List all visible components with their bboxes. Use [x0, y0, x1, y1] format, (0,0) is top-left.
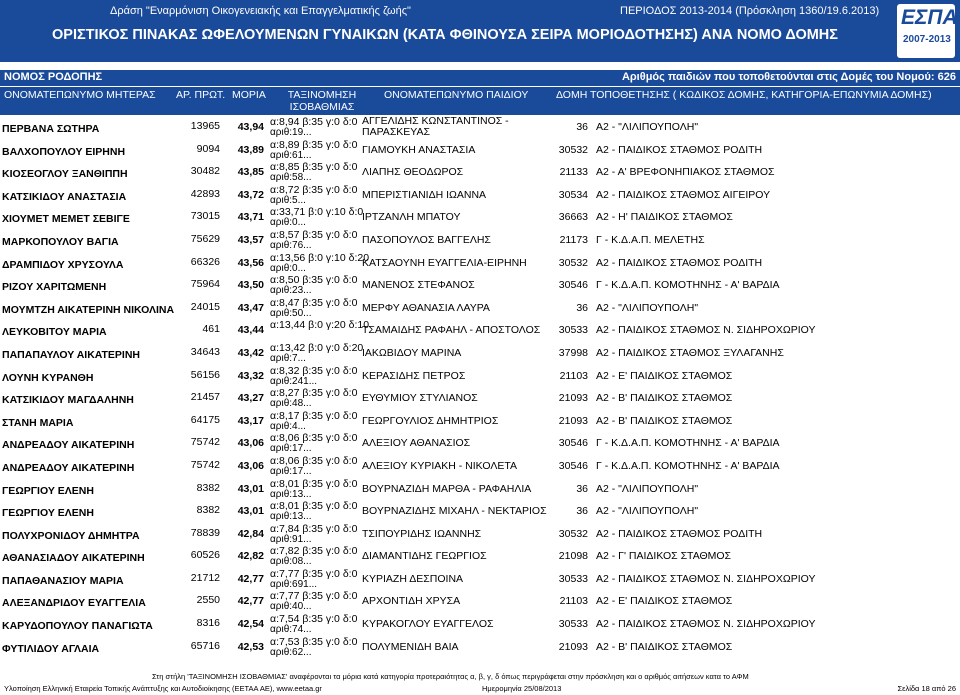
- col-rank: ΤΑΞΙΝΟΜΗΣΗ ΙΣΟΒΑΘΜΙΑΣ: [287, 89, 357, 113]
- structure-code: 21103: [559, 595, 588, 608]
- rank-breakdown: α:7,84 β:35 γ:0 δ:0: [270, 522, 358, 535]
- score: 43,42: [237, 346, 264, 359]
- table-row: [0, 184, 960, 207]
- score: 43,27: [237, 392, 264, 405]
- rank-breakdown: α:7,53 β:35 γ:0 δ:0: [270, 635, 358, 648]
- rank-count: αριθ:62...: [270, 646, 312, 658]
- rank-breakdown: α:8,85 β:35 γ:0 δ:0: [270, 161, 358, 174]
- structure-name: Α2 - ΠΑΙΔΙΚΟΣ ΣΤΑΘΜΟΣ ΡΟΔΙΤΗ: [596, 143, 763, 156]
- mother-name: ΔΡΑΜΠΙΔΟΥ ΧΡΥΣΟΥΛΑ: [2, 258, 124, 271]
- mother-name: ΦΥΤΙΛΙΔΟΥ ΑΓΛΑΙΑ: [2, 642, 100, 655]
- table-row: [0, 229, 960, 252]
- espa-logo: [897, 4, 958, 58]
- table-row: [0, 342, 960, 365]
- structure-name: Γ - Κ.Δ.Α.Π. ΚΟΜΟΤΗΝΗΣ - Α' ΒΑΡΔΙΑ: [596, 437, 780, 450]
- score: 42,54: [237, 618, 264, 631]
- col-ap: ΑΡ. ΠΡΩΤ.: [176, 89, 226, 101]
- protocol-number: 24015: [190, 300, 220, 313]
- score: 43,50: [237, 279, 264, 292]
- structure-code: 21173: [559, 233, 588, 246]
- structure-name: Α2 - ΠΑΙΔΙΚΟΣ ΣΤΑΘΜΟΣ Ν. ΣΙΔΗΡΟΧΩΡΙΟΥ: [596, 324, 816, 337]
- score: 43,47: [237, 301, 264, 314]
- child-name: ΜΠΕΡΙΣΤΙΑΝΙΔΗ ΙΩΑΝΝΑ: [362, 188, 487, 201]
- nomos-name: ΝΟΜΟΣ ΡΟΔΟΠΗΣ: [4, 71, 103, 83]
- rank-breakdown: α:33,71 β:0 γ:10 δ:0: [270, 206, 364, 219]
- score: 42,82: [237, 550, 264, 563]
- child-name: ΜΕΡΦΥ ΑΘΑΝΑΣΙΑ ΛΑΥΡΑ: [362, 301, 490, 314]
- rank-breakdown: α:8,57 β:35 γ:0 δ:0: [270, 228, 358, 241]
- structure-name: Γ - Κ.Δ.Α.Π. ΚΟΜΟΤΗΝΗΣ - Α' ΒΑΡΔΙΑ: [596, 279, 780, 292]
- child-name: ΒΟΥΡΝΑΖΙΔΗ ΜΑΡΘΑ - ΡΑΦΑΗΛΙΑ: [362, 482, 532, 495]
- child-name: ΠΟΛΥΜΕΝΙΔΗ ΒΑΙΑ: [362, 640, 459, 653]
- child-name: ΕΥΘΥΜΙΟΥ ΣΤΥΛΙΑΝΟΣ: [362, 392, 478, 405]
- structure-name: Α2 - "ΛΙΛΙΠΟΥΠΟΛΗ": [596, 301, 699, 314]
- nomos-bar: [0, 70, 960, 86]
- rank-count: αριθ:691...: [270, 578, 318, 590]
- rank-count: αριθ:91...: [270, 533, 312, 545]
- rank-count: αριθ:0...: [270, 217, 306, 229]
- mother-name: ΑΛΕΞΑΝΔΡΙΔΟΥ ΕΥΑΓΓΕΛΙΑ: [2, 597, 146, 610]
- structure-name: Α2 - Η' ΠΑΙΔΙΚΟΣ ΣΤΑΘΜΟΣ: [596, 211, 733, 224]
- protocol-number: 78839: [190, 526, 220, 539]
- structure-code: 30533: [558, 572, 588, 585]
- table-row: [0, 613, 960, 636]
- rank-breakdown: α:8,17 β:35 γ:0 δ:0: [270, 409, 358, 422]
- table-row: [0, 206, 960, 229]
- table-row: [0, 410, 960, 433]
- structure-code: 30533: [558, 618, 588, 631]
- score: 43,57: [237, 233, 264, 246]
- score: 43,94: [237, 121, 264, 133]
- structure-name: Α2 - ΠΑΙΔΙΚΟΣ ΣΤΑΘΜΟΣ Ν. ΣΙΔΗΡΟΧΩΡΙΟΥ: [596, 618, 816, 631]
- rank-breakdown: α:7,77 β:35 γ:0 δ:0: [270, 567, 358, 580]
- table-row: [0, 387, 960, 410]
- structure-name: Α2 - Ε' ΠΑΙΔΙΚΟΣ ΣΤΑΘΜΟΣ: [596, 595, 733, 608]
- mother-name: ΒΑΛΧΟΠΟΥΛΟΥ ΕΙΡΗΝΗ: [2, 145, 126, 158]
- child-name: ΛΙΑΠΗΣ ΘΕΟΔΩΡΟΣ: [362, 166, 464, 179]
- structure-name: Α2 - Β' ΠΑΙΔΙΚΟΣ ΣΤΑΘΜΟΣ: [596, 414, 733, 427]
- structure-name: Α2 - Β' ΠΑΙΔΙΚΟΣ ΣΤΑΘΜΟΣ: [596, 640, 733, 653]
- table-row: [0, 432, 960, 455]
- rank-count: αριθ:13...: [270, 511, 312, 523]
- score: 42,84: [237, 527, 264, 540]
- protocol-number: 75742: [190, 436, 220, 449]
- structure-code: 21133: [559, 166, 588, 179]
- score: 43,89: [237, 143, 264, 156]
- score: 43,44: [237, 324, 264, 337]
- rank-breakdown: α:8,94 β:35 γ:0 δ:0: [270, 116, 358, 128]
- footer-date: Ημερομηνία 25/08/2013: [482, 684, 562, 693]
- table-row: [0, 568, 960, 591]
- rank-count: αριθ:13...: [270, 488, 312, 500]
- score: 43,06: [237, 459, 264, 472]
- structure-code: 30532: [558, 143, 588, 156]
- protocol-number: 42893: [190, 187, 220, 200]
- rank-count: αριθ:7...: [270, 352, 306, 364]
- rank-breakdown: α:8,32 β:35 γ:0 δ:0: [270, 364, 358, 377]
- table-row: [0, 545, 960, 568]
- col-moria: ΜΟΡΙΑ: [232, 89, 266, 101]
- protocol-number: 60526: [190, 549, 220, 562]
- col-child: ΟΝΟΜΑΤΕΠΩΝΥΜΟ ΠΑΙΔΙΟΥ: [384, 89, 529, 101]
- protocol-number: 8316: [196, 617, 220, 630]
- child-name: ΚΕΡΑΣΙΔΗΣ ΠΕΤΡΟΣ: [362, 369, 466, 382]
- structure-code: 36: [576, 482, 588, 495]
- score: 43,56: [237, 256, 264, 269]
- structure-code: 36663: [558, 211, 588, 224]
- child-name: ΠΑΣΟΠΟΥΛΟΣ ΒΑΓΓΕΛΗΣ: [362, 233, 491, 246]
- mother-name: ΚΑΤΣΙΚΙΔΟΥ ΜΑΓΔΑΛΗΝΗ: [2, 394, 134, 407]
- protocol-number: 2550: [196, 594, 220, 607]
- rank-count: αριθ:74...: [270, 624, 312, 636]
- child-name: ΒΟΥΡΝΑΖΙΔΗΣ ΜΙΧΑΗΛ - ΝΕΚΤΑΡΙΟΣ: [362, 505, 547, 518]
- rank-breakdown: α:8,72 β:35 γ:0 δ:0: [270, 183, 358, 196]
- rank-breakdown: α:8,47 β:35 γ:0 δ:0: [270, 296, 358, 309]
- score: 42,77: [237, 595, 264, 608]
- mother-name: ΚΙΟΣΕΟΓΛΟΥ ΞΑΝΘΙΠΠΗ: [2, 168, 128, 181]
- protocol-number: 56156: [190, 368, 220, 381]
- table-row: [0, 455, 960, 478]
- rank-count: αριθ:17...: [270, 465, 312, 477]
- rank-count: αριθ:40...: [270, 601, 312, 613]
- mother-name: ΜΑΡΚΟΠΟΥΛΟΥ ΒΑΓΙΑ: [2, 235, 119, 248]
- rank-count: αριθ:0...: [270, 262, 306, 274]
- table-row: [0, 116, 960, 139]
- child-name: ΓΙΑΜΟΥΚΗ ΑΝΑΣΤΑΣΙΑ: [362, 143, 476, 156]
- score: 43,01: [237, 482, 264, 495]
- score: 43,17: [237, 414, 264, 427]
- protocol-number: 34643: [190, 345, 220, 358]
- structure-code: 21098: [558, 550, 588, 563]
- rank-breakdown: α:8,01 β:35 γ:0 δ:0: [270, 500, 358, 513]
- footer-page: Σελίδα 18 από 26: [897, 684, 956, 693]
- structure-code: 30534: [558, 188, 588, 201]
- results-table: [0, 116, 960, 658]
- child-name: ΚΥΡΙΑΖΗ ΔΕΣΠΟΙΝΑ: [362, 572, 464, 585]
- table-row: [0, 139, 960, 162]
- period-label: ΠΕΡΙΟΔΟΣ 2013-2014 (Πρόσκληση 1360/19.6.2013): [620, 5, 880, 17]
- rank-breakdown: α:13,42 β:0 γ:0 δ:20: [270, 341, 364, 354]
- rank-breakdown: α:8,27 β:35 γ:0 δ:0: [270, 387, 358, 400]
- logo-text: ΕΣΠΑ: [901, 6, 958, 29]
- protocol-number: 21712: [190, 571, 220, 584]
- child-name: ΑΛΕΞΙΟΥ ΑΘΑΝΑΣΙΟΣ: [362, 437, 471, 450]
- structure-code: 30546: [558, 279, 588, 292]
- protocol-number: 30482: [190, 165, 220, 178]
- program-title: Δράση "Εναρμόνιση Οικογενειακής και Επαγγελματικής ζωής": [110, 5, 411, 17]
- child-name: ΚΑΤΣΑΟΥΝΗ ΕΥΑΓΓΕΛΙΑ-ΕΙΡΗΝΗ: [362, 256, 527, 269]
- child-name: ΑΓΓΕΛΙΔΗΣ ΚΩΝΣΤΑΝΤΙΝΟΣ - ΠΑΡΑΣΚΕΥΑΣ: [362, 115, 509, 138]
- mother-name: ΣΤΑΝΗ ΜΑΡΙΑ: [2, 416, 74, 429]
- rank-count: αριθ:08...: [270, 556, 312, 568]
- table-row: [0, 365, 960, 388]
- mother-name: ΛΕΥΚΟΒΙΤΟΥ ΜΑΡΙΑ: [2, 326, 107, 339]
- mother-name: ΓΕΩΡΓΙΟΥ ΕΛΕΝΗ: [2, 507, 94, 520]
- rank-count: αριθ:76...: [270, 239, 312, 251]
- structure-name: Α2 - Β' ΠΑΙΔΙΚΟΣ ΣΤΑΘΜΟΣ: [596, 392, 733, 405]
- rank-breakdown: α:13,44 β:0 γ:20 δ:10: [270, 319, 370, 332]
- structure-name: Α2 - Α' ΒΡΕΦΟΝΗΠΙΑΚΟΣ ΣΤΑΘΜΟΣ: [596, 166, 775, 179]
- table-row: [0, 274, 960, 297]
- structure-code: 30546: [558, 459, 588, 472]
- logo-years: 2007-2013: [903, 34, 951, 45]
- score: 43,32: [237, 369, 264, 382]
- structure-name: Α2 - "ΛΙΛΙΠΟΥΠΟΛΗ": [596, 505, 699, 518]
- structure-name: Α2 - "ΛΙΛΙΠΟΥΠΟΛΗ": [596, 482, 699, 495]
- structure-code: 30532: [558, 527, 588, 540]
- rank-breakdown: α:8,06 β:35 γ:0 δ:0: [270, 454, 358, 467]
- child-name: ΔΙΑΜΑΝΤΙΔΗΣ ΓΕΩΡΓΙΟΣ: [362, 550, 487, 563]
- rank-breakdown: α:7,54 β:35 γ:0 δ:0: [270, 613, 358, 626]
- structure-name: Α2 - ΠΑΙΔΙΚΟΣ ΣΤΑΘΜΟΣ Ν. ΣΙΔΗΡΟΧΩΡΙΟΥ: [596, 572, 816, 585]
- table-row: [0, 478, 960, 501]
- mother-name: ΚΑΡΥΔΟΠΟΥΛΟΥ ΠΑΝΑΓΙΩΤΑ: [2, 620, 153, 633]
- protocol-number: 21457: [190, 391, 220, 404]
- rank-count: αριθ:241...: [270, 375, 318, 387]
- protocol-number: 8382: [196, 481, 220, 494]
- structure-name: Α2 - ΠΑΙΔΙΚΟΣ ΣΤΑΘΜΟΣ ΞΥΛΑΓΑΝΗΣ: [596, 346, 784, 359]
- rank-breakdown: α:7,77 β:35 γ:0 δ:0: [270, 590, 358, 603]
- rank-count: αριθ:50...: [270, 307, 312, 319]
- table-row: [0, 590, 960, 613]
- protocol-number: 75742: [190, 458, 220, 471]
- child-name: ΙΡΤΖΑΝΛΗ ΜΠΑΤΟΥ: [362, 211, 461, 224]
- score: 43,85: [237, 166, 264, 179]
- structure-name: Α2 - "ΛΙΛΙΠΟΥΠΟΛΗ": [596, 121, 699, 133]
- protocol-number: 66326: [190, 255, 220, 268]
- child-name: ΙΑΚΩΒΙΔΟΥ ΜΑΡΙΝΑ: [362, 346, 462, 359]
- header-bar: [0, 0, 960, 62]
- mother-name: ΑΘΑΝΑΣΙΑΔΟΥ ΑΙΚΑΤΕΡΙΝΗ: [2, 552, 145, 565]
- structure-name: Α2 - Ε' ΠΑΙΔΙΚΟΣ ΣΤΑΘΜΟΣ: [596, 369, 733, 382]
- table-row: [0, 500, 960, 523]
- child-name: ΤΣΑΜΑΙΔΗΣ ΡΑΦΑΗΛ - ΑΠΟΣΤΟΛΟΣ: [362, 324, 541, 337]
- mother-name: ΛΟΥΝΗ ΚΥΡΑΝΘΗ: [2, 371, 94, 384]
- protocol-number: 73015: [190, 210, 220, 223]
- child-name: ΤΣΙΠΟΥΡΙΔΗΣ ΙΩΑΝΝΗΣ: [362, 527, 482, 540]
- structure-code: 21103: [559, 369, 588, 382]
- child-name: ΑΡΧΟΝΤΙΔΗ ΧΡΥΣΑ: [362, 595, 461, 608]
- score: 43,72: [237, 188, 264, 201]
- mother-name: ΠΕΡΒΑΝΑ ΣΩΤΗΡΑ: [2, 123, 100, 135]
- structure-name: Α2 - ΠΑΙΔΙΚΟΣ ΣΤΑΘΜΟΣ ΡΟΔΙΤΗ: [596, 527, 763, 540]
- rank-count: αριθ:61...: [270, 149, 312, 161]
- rank-count: αριθ:58...: [270, 172, 312, 184]
- protocol-number: 75629: [190, 232, 220, 245]
- score: 43,01: [237, 505, 264, 518]
- rank-count: αριθ:4...: [270, 420, 306, 432]
- mother-name: ΠΑΠΑΠΑΥΛΟΥ ΑΙΚΑΤΕΡΙΝΗ: [2, 348, 141, 361]
- table-row: [0, 636, 960, 659]
- structure-code: 21093: [558, 414, 588, 427]
- table-row: [0, 161, 960, 184]
- table-row: [0, 319, 960, 342]
- mother-name: ΠΑΠΑΘΑΝΑΣΙΟΥ ΜΑΡΙΑ: [2, 574, 124, 587]
- score: 43,06: [237, 437, 264, 450]
- child-name: ΜΑΝΕΝΟΣ ΣΤΕΦΑΝΟΣ: [362, 279, 475, 292]
- mother-name: ΜΟΥΜΤΖΗ ΑΙΚΑΤΕΡΙΝΗ ΝΙΚΟΛΙΝΑ: [2, 303, 175, 316]
- structure-code: 36: [576, 505, 588, 518]
- mother-name: ΚΑΤΣΙΚΙΔΟΥ ΑΝΑΣΤΑΣΙΑ: [2, 190, 127, 203]
- rank-breakdown: α:8,06 β:35 γ:0 δ:0: [270, 432, 358, 445]
- protocol-number: 8382: [196, 504, 220, 517]
- table-row: [0, 523, 960, 546]
- rank-breakdown: α:8,89 β:35 γ:0 δ:0: [270, 138, 358, 151]
- table-row: [0, 252, 960, 275]
- rank-count: αριθ:23...: [270, 285, 312, 297]
- children-count: Αριθμός παιδιών που τοποθετούνται στις Δομές του Νομού: 626: [621, 71, 956, 83]
- footer-left: Υλοποίηση Ελληνική Εταιρεία Τοπικής Ανάπτυξης και Αυτοδιοίκησης (ΕΕΤΑΑ ΑΕ), www.eetaa.gr: [4, 684, 322, 693]
- rank-count: αριθ:5...: [270, 194, 306, 206]
- footer: [0, 684, 960, 695]
- protocol-number: 65716: [190, 639, 220, 652]
- rank-count: αριθ:17...: [270, 443, 312, 455]
- structure-name: Α2 - Γ' ΠΑΙΔΙΚΟΣ ΣΤΑΘΜΟΣ: [596, 550, 732, 563]
- column-header: [0, 87, 960, 115]
- mother-name: ΑΝΔΡΕΑΔΟΥ ΑΙΚΑΤΕΡΙΝΗ: [2, 461, 135, 474]
- rank-breakdown: α:7,82 β:35 γ:0 δ:0: [270, 545, 358, 558]
- structure-code: 37998: [558, 346, 588, 359]
- rank-count: αριθ:19...: [270, 127, 312, 138]
- protocol-number: 461: [202, 323, 220, 336]
- structure-name: Α2 - ΠΑΙΔΙΚΟΣ ΣΤΑΘΜΟΣ ΑΙΓΕΙΡΟΥ: [596, 188, 771, 201]
- score: 43,71: [237, 211, 264, 224]
- rank-breakdown: α:8,50 β:35 γ:0 δ:0: [270, 274, 358, 287]
- protocol-number: 64175: [190, 413, 220, 426]
- structure-code: 30546: [558, 437, 588, 450]
- protocol-number: 13965: [190, 120, 220, 132]
- structure-code: 36: [576, 121, 588, 133]
- structure-name: Α2 - ΠΑΙΔΙΚΟΣ ΣΤΑΘΜΟΣ ΡΟΔΙΤΗ: [596, 256, 763, 269]
- structure-code: 36: [576, 301, 588, 314]
- protocol-number: 9094: [196, 142, 220, 155]
- page-title: ΟΡΙΣΤΙΚΟΣ ΠΙΝΑΚΑΣ ΩΦΕΛΟΥΜΕΝΩΝ ΓΥΝΑΙΚΩΝ (ΚΑΤΑ ΦΘΙΝΟΥΣΑ ΣΕΙΡΑ ΜΟΡΙΟΔΟΤΗΣΗΣ) ΑΝΑ ΝΟΜΟ ΔΟΜΗΣ: [52, 27, 838, 43]
- protocol-number: 75964: [190, 278, 220, 291]
- child-name: ΓΕΩΡΓΟΥΛΙΟΣ ΔΗΜΗΤΡΙΟΣ: [362, 414, 499, 427]
- structure-code: 21093: [558, 640, 588, 653]
- structure-code: 30532: [558, 256, 588, 269]
- rank-breakdown: α:8,01 β:35 γ:0 δ:0: [270, 477, 358, 490]
- mother-name: ΧΙΟΥΜΕΤ ΜΕΜΕΤ ΣΕΒΙΓΕ: [2, 213, 130, 226]
- rank-count: αριθ:48...: [270, 398, 312, 410]
- col-mother: ΟΝΟΜΑΤΕΠΩΝΥΜΟ ΜΗΤΕΡΑΣ: [4, 89, 156, 101]
- table-row: [0, 297, 960, 320]
- score: 42,53: [237, 640, 264, 653]
- mother-name: ΡΙΖΟΥ ΧΑΡΙΤΩΜΕΝΗ: [2, 281, 107, 294]
- mother-name: ΓΕΩΡΓΙΟΥ ΕΛΕΝΗ: [2, 484, 94, 497]
- structure-name: Γ - Κ.Δ.Α.Π. ΚΟΜΟΤΗΝΗΣ - Α' ΒΑΡΔΙΑ: [596, 459, 780, 472]
- structure-name: Γ - Κ.Δ.Α.Π. ΜΕΛΕΤΗΣ: [596, 233, 705, 246]
- mother-name: ΑΝΔΡΕΑΔΟΥ ΑΙΚΑΤΕΡΙΝΗ: [2, 439, 135, 452]
- child-name: ΚΥΡΑΚΟΓΛΟΥ ΕΥΑΓΓΕΛΟΣ: [362, 618, 494, 631]
- structure-code: 21093: [558, 392, 588, 405]
- structure-code: 30533: [558, 324, 588, 337]
- mother-name: ΠΟΛΥΧΡΟΝΙΔΟΥ ΔΗΜΗΤΡΑ: [2, 529, 140, 542]
- legend-note: Στη στήλη 'ΤΑΞΙΝΟΜΗΣΗ ΙΣΟΒΑΘΜΙΑΣ' αναφέρονται τα μόρια κατά κατηγορία προτεραιότητας α, β, γ, δ όπως περιγράφεται στην πρόσκληση και ο αριθμός αιτήσεων κατα το ΑΦΜ: [152, 672, 749, 681]
- rank-breakdown: α:13,56 β:0 γ:10 δ:20: [270, 251, 370, 264]
- score: 42,77: [237, 572, 264, 585]
- child-name: ΑΛΕΞΙΟΥ ΚΥΡΙΑΚΗ - ΝΙΚΟΛΕΤΑ: [362, 459, 517, 472]
- col-struct: ΔΟΜΗ ΤΟΠΟΘΕΤΗΣΗΣ ( ΚΩΔΙΚΟΣ ΔΟΜΗΣ, ΚΑΤΗΓΟΡΙΑ-ΕΠΩΝΥΜΙΑ ΔΟΜΗΣ): [556, 89, 932, 101]
